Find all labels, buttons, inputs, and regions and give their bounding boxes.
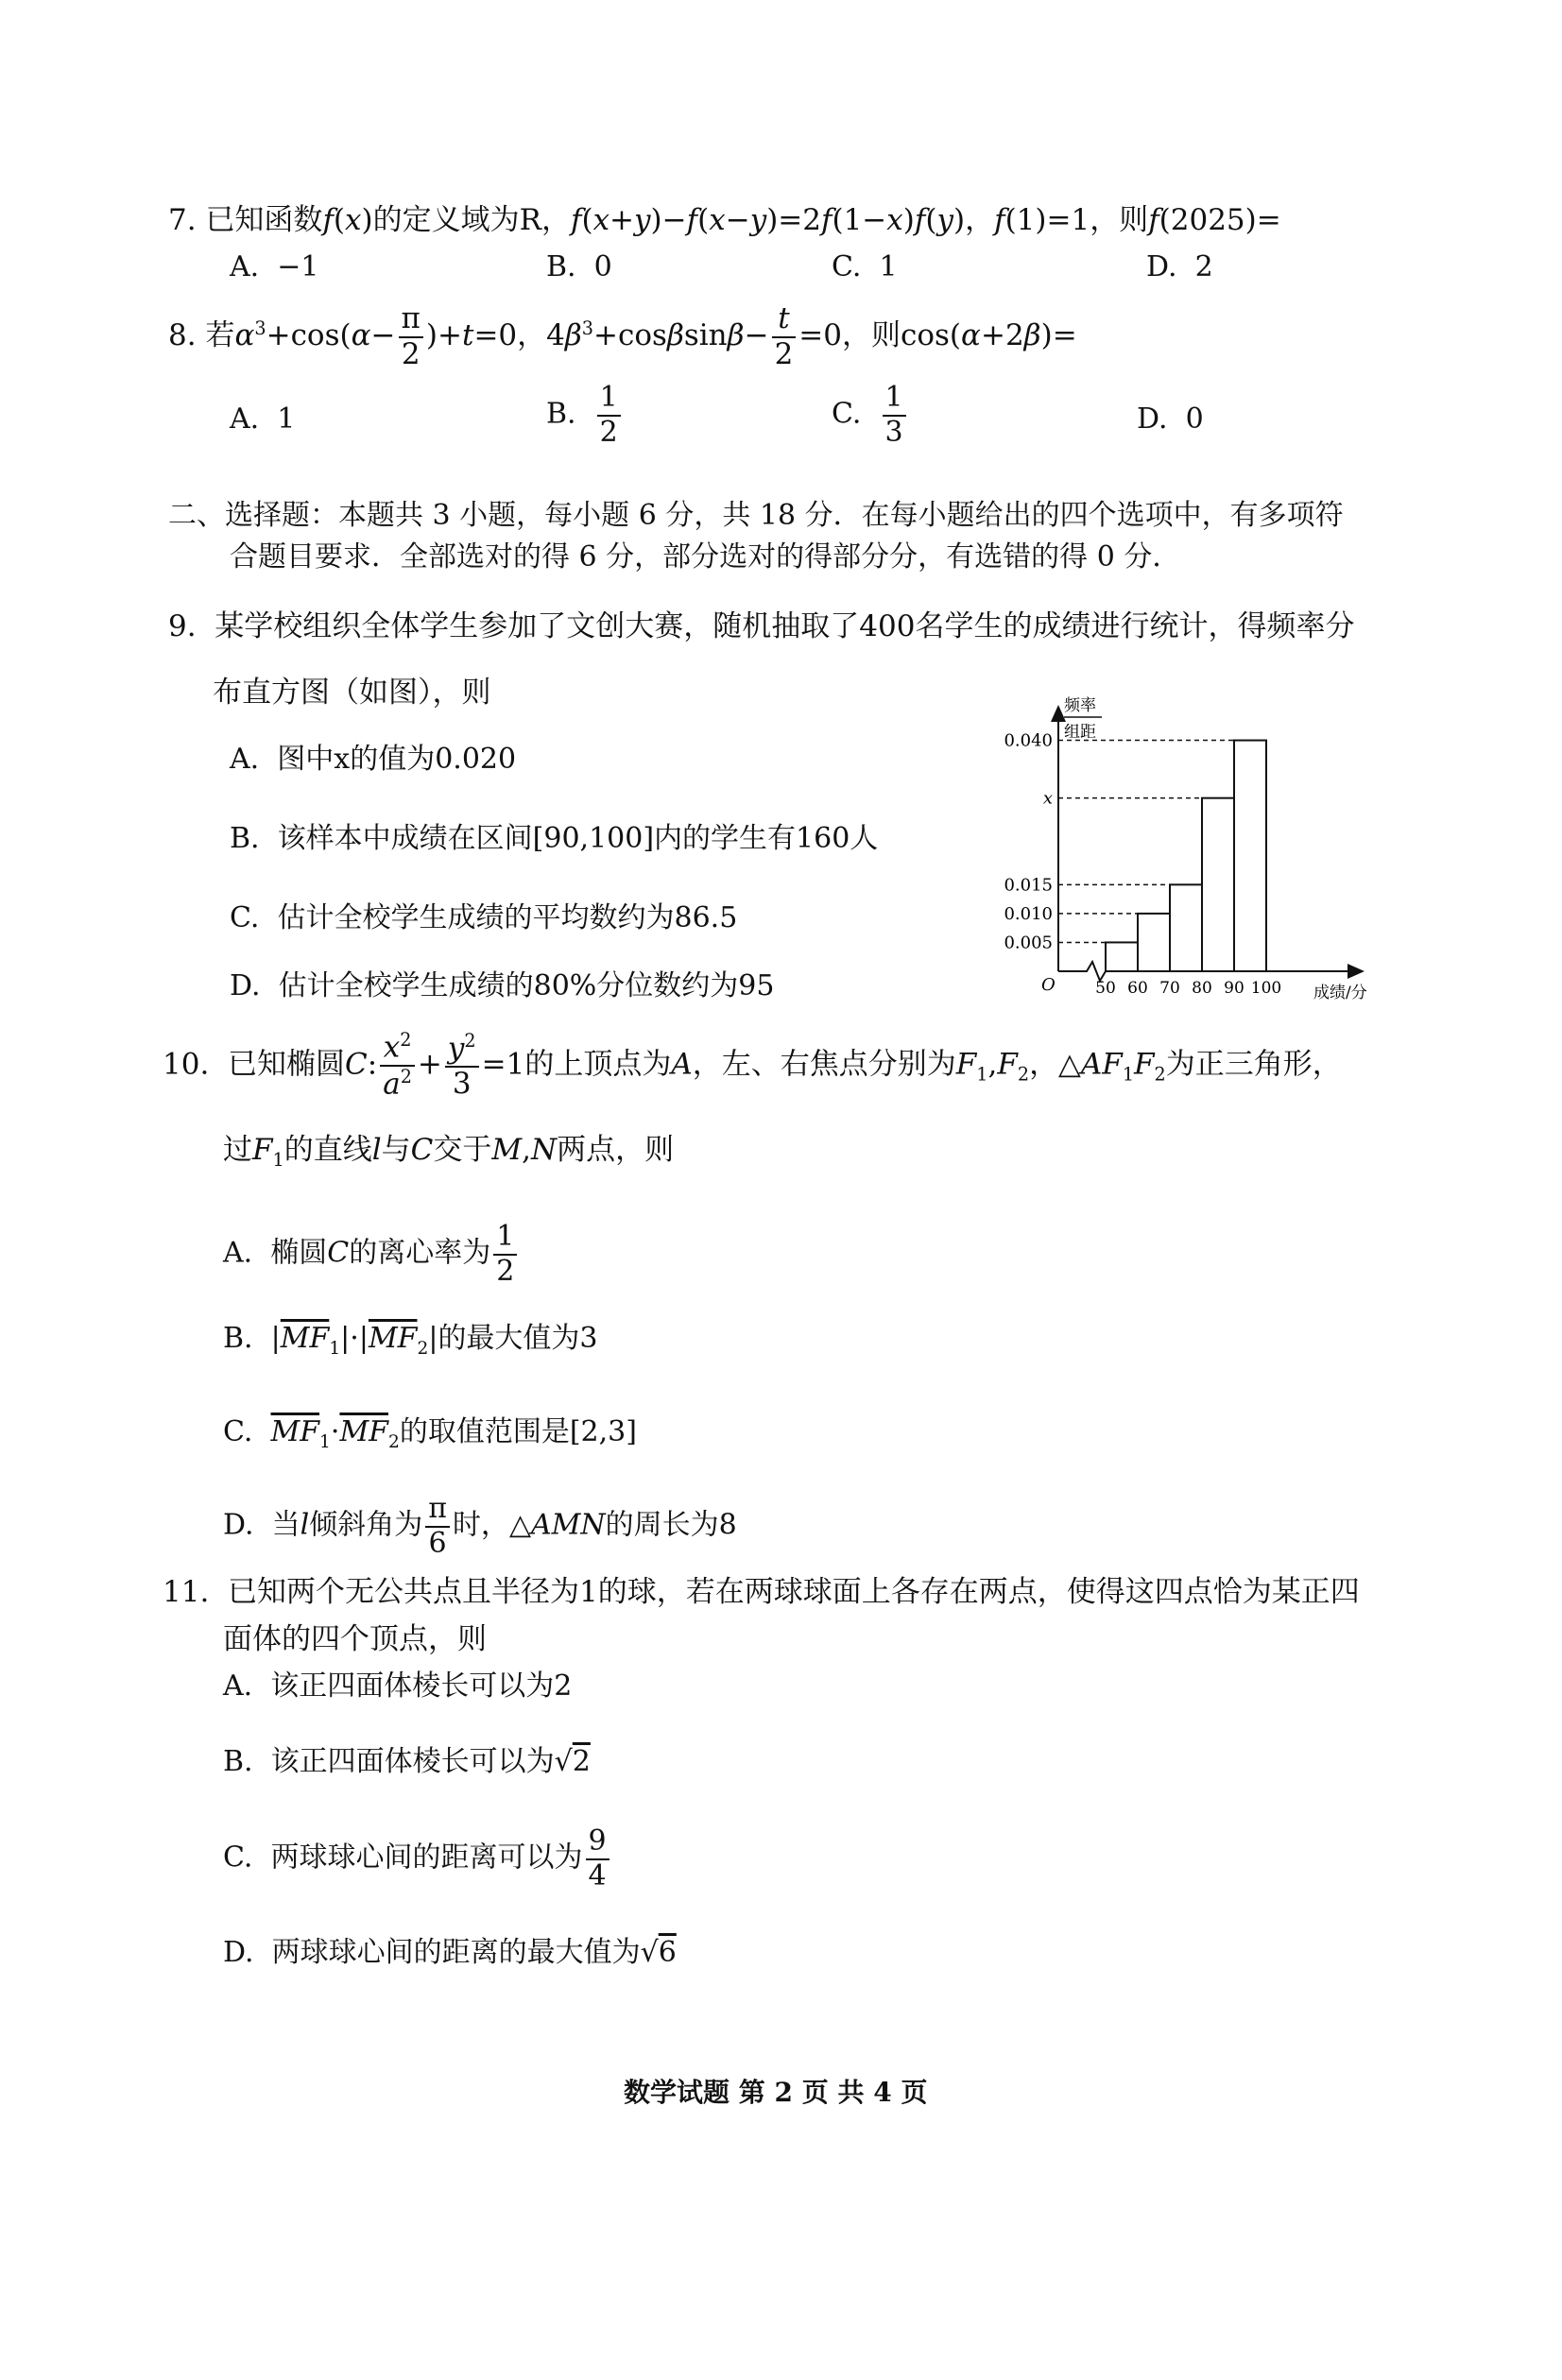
q10-option-d: D. 当l倾斜角为 $\frac{\pi}{6}$ 时，△AMN的周长为8 <box>223 1492 737 1560</box>
q10-option-b: B. $|\overline{MF}_1|\cdot|\overline{MF}_2|$的最大值为3 <box>223 1322 598 1359</box>
q9-option-c: C. 估计全校学生成绩的平均数约为86.5 <box>230 901 738 934</box>
x-tick-label: 100 <box>1250 979 1282 998</box>
x-tick-label: 80 <box>1192 979 1212 998</box>
y-tick-label: 0.005 <box>1004 933 1053 953</box>
q8-number: 8. <box>168 318 197 353</box>
q8-option-d: D. 0 <box>1137 402 1204 436</box>
q7-option-b: B. 0 <box>546 250 612 283</box>
q8-option-c: C. $\frac{1}{3}$ <box>832 382 909 449</box>
q11-option-a: A. 该正四面体棱长可以为2 <box>223 1669 573 1703</box>
page-footer: 数学试题 第 2 页 共 4 页 <box>624 2077 928 2108</box>
x-axis-break <box>1058 962 1106 981</box>
q10-stem: 10. 已知椭圆C: $\frac{x^2}{a^2}$ + $\frac{y^2}{3}$ =1的上顶点为A，左、右焦点分别为$F_1,F_2$，$\triangle AF_1F_2$为正三角形， <box>163 1029 1342 1102</box>
q7-number: 7. <box>168 203 197 237</box>
q7-option-d: D. 2 <box>1146 250 1213 283</box>
y-tick-label: 0.010 <box>1004 903 1053 924</box>
frequency-histogram <box>992 688 1399 1009</box>
q8-option-a: A. 1 <box>230 402 296 436</box>
q7-option-c: C. 1 <box>832 250 898 283</box>
histogram-bar-80-90 <box>1202 798 1234 971</box>
histogram-bar-70-80 <box>1170 884 1202 971</box>
x-axis-label: 成绩/分 <box>1313 984 1367 1002</box>
q8-option-b: B. $\frac{1}{2}$ <box>546 382 624 449</box>
q11-option-c: C. 两球球心间的距离可以为 $\frac{9}{4}$ <box>223 1825 612 1892</box>
q9-line2: 布直方图（如图），则 <box>213 676 491 710</box>
y-axis-label-top: 频率 <box>1064 696 1096 715</box>
q10-option-a: A. 椭圆C的离心率为 $\frac{1}{2}$ <box>223 1221 520 1288</box>
q9-option-b: B. 该样本中成绩在区间[90,100]内的学生有160人 <box>230 822 879 855</box>
histogram-bar-90-100 <box>1234 741 1266 971</box>
y-tick-label: 0.040 <box>1004 730 1053 751</box>
x-tick-label: 70 <box>1159 979 1180 998</box>
histogram-bar-50-60 <box>1106 942 1138 971</box>
x-tick-label: 50 <box>1095 979 1116 998</box>
y-tick-label: 0.015 <box>1004 875 1053 896</box>
q11-line1: 11. 已知两个无公共点且半径为1的球，若在两球球面上各存在两点，使得这四点恰为某正四 <box>163 1575 1360 1609</box>
y-axis-label-bottom: 组距 <box>1064 723 1096 742</box>
histogram-bar-60-70 <box>1138 914 1170 971</box>
q9-option-d: D. 估计全校学生成绩的80%分位数约为95 <box>230 969 775 1002</box>
y-tick-label: x <box>1042 788 1053 809</box>
x-tick-label: 60 <box>1127 979 1148 998</box>
origin-label: O <box>1041 975 1056 995</box>
q7-stem: 7. 已知函数f(x)的定义域为R，f(x+y)−f(x−y)=2f(1−x)f(y)，f(1)=1，则f(2025)= <box>168 203 1281 237</box>
x-tick-label: 90 <box>1224 979 1244 998</box>
q8-stem: 8. 若$\alpha^3+\cos(\alpha-$ $\frac{\pi}{2}$ )+t=0，$4\beta^3+\cos\beta\sin\beta-$ $\frac{t}{2}$ =0，则cos(α+2β)= <box>168 301 1077 371</box>
q10-option-c: C. $\overline{MF}_1\cdot\overline{MF}_2$的取值范围是[2,3] <box>223 1415 637 1452</box>
q7-option-a: A. −1 <box>230 250 319 283</box>
q9-line1: 9. 某学校组织全体学生参加了文创大赛，随机抽取了400名学生的成绩进行统计，得频率分 <box>168 609 1355 643</box>
section2-line2: 合题目要求．全部选对的得 6 分，部分选对的得部分分，有选错的得 0 分． <box>230 540 1181 574</box>
q11-option-d: D. 两球球心间的距离的最大值为√6 <box>223 1936 677 1969</box>
q11-line2: 面体的四个顶点，则 <box>223 1622 487 1656</box>
q9-option-a: A. 图中x的值为0.020 <box>230 743 517 776</box>
q11-option-b: B. 该正四面体棱长可以为√2 <box>223 1745 591 1778</box>
q10-line2: 过$F_1$的直线l与C交于M,N两点，则 <box>223 1133 675 1172</box>
section2-line1: 二、选择题：本题共 3 小题，每小题 6 分，共 18 分．在每小题给出的四个选项中，有多项符 <box>168 499 1344 532</box>
